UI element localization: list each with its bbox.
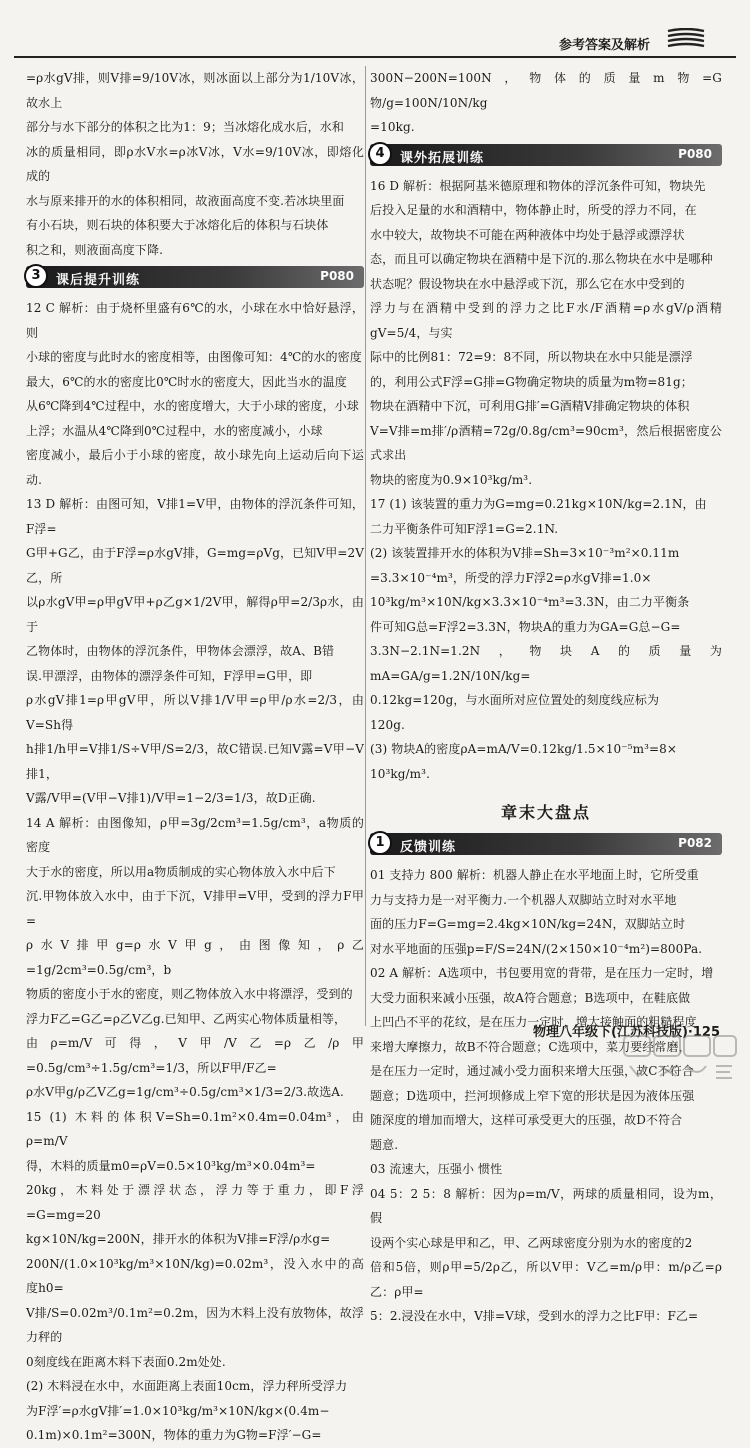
text-line: 状态呢？假设物块在水中悬浮或下沉，那么它在水中受到的 bbox=[370, 276, 685, 291]
text-line: =3.3×10⁻⁴m³，所受的浮力F浮2=ρ水gV排=1.0× bbox=[370, 570, 652, 585]
text-line: 浮力F乙=G乙=ρ乙V乙g.已知甲、乙两实心物体质量相等， bbox=[26, 1011, 347, 1026]
text-line: 10³kg/m³. bbox=[370, 766, 430, 781]
header-title: 参考答案及解析 bbox=[558, 38, 650, 53]
section-banner-homework bbox=[26, 266, 364, 288]
section-number-badge: 3 bbox=[24, 264, 48, 288]
text-line: =10kg. bbox=[370, 120, 415, 134]
answer-16 bbox=[370, 174, 722, 493]
text-line: 0.1m)×0.1m²=300N，物体的重力为G物=F浮′−G= bbox=[26, 1428, 322, 1442]
text-line: 01 支持力 800 解析：机器人静止在水平地面上时，它所受重 bbox=[370, 868, 699, 882]
text-line: (3) 物块A的密度ρA=mA/V=0.12kg/1.5×10⁻⁵m³=8× bbox=[370, 742, 678, 756]
text-line: 后投入足量的水和酒精中，物体静止时，所受的浮力不同，在 bbox=[370, 203, 697, 217]
text-line: ρ水V甲g/ρ乙V乙g=1g/cm³÷0.5g/cm³×1/3=2/3.故选A. bbox=[26, 1085, 344, 1099]
text-line: 态，而且可以确定物块在酒精中是下沉的.那么物块在水中是哪种 bbox=[370, 252, 713, 266]
text-line: 是在压力一定时，通过减小受力面积来增大压强，故C不符合 bbox=[370, 1064, 694, 1078]
section-banner-extension bbox=[370, 144, 722, 166]
text-line: 15 (1) 木料的体积V=Sh=0.1m²×0.4m=0.04m³，由ρ=m/V bbox=[26, 1109, 364, 1148]
text-line: 04 5：2 5：8 解析：因为ρ=m/V，两球的质量相同，设为m，假 bbox=[370, 1186, 722, 1225]
text-line: 倍和5倍，则ρ甲=5/2ρ乙，所以V甲：V乙=m/ρ甲：m/ρ乙=ρ乙：ρ甲= bbox=[370, 1260, 722, 1299]
text-line: =ρ水gV排，则V排=9/10V冰，则冰面以上部分为1/10V冰，故水上 bbox=[26, 71, 364, 110]
chapter-heading: 章末大盘点 bbox=[500, 803, 591, 822]
text-line: G甲+G乙，由于F浮=ρ水gV排，G=mg=ρVg，已知V甲=2V乙，所 bbox=[26, 546, 364, 585]
text-line: 水中较大，故物块不可能在两种液体中均处于悬浮或漂浮状 bbox=[370, 227, 685, 242]
text-line: 部分与水下部分的体积之比为1：9；当冰熔化成水后，水和 bbox=[26, 120, 344, 134]
text-line: 由ρ=m/V可得，V甲/V乙=ρ乙/ρ甲=0.5g/cm³÷1.5g/cm³=1/3，所以F甲/F乙= bbox=[26, 1036, 364, 1075]
text-line: 14 A 解析：由图像知，ρ甲=3g/2cm³=1.5g/cm³，a物质的密度 bbox=[26, 815, 364, 854]
section-number-badge: 4 bbox=[368, 142, 392, 166]
text-line: V=V排=m排′/ρ酒精=72g/0.8g/cm³=90cm³，然后根据密度公式求出 bbox=[370, 423, 722, 462]
stripes-logo-icon bbox=[666, 28, 706, 48]
text-line: 大受力面积来减小压强，故A符合题意；B选项中，在鞋底做 bbox=[370, 990, 691, 1005]
text-line: 随深度的增加而增大，这样可承受更大的压强，故D不符合 bbox=[370, 1113, 683, 1127]
answers-block-12-15 bbox=[26, 296, 364, 1448]
text-line: 乙物体时，由物体的浮沉条件，甲物体会漂浮，故A、B错 bbox=[26, 644, 335, 658]
text-line: kg×10N/kg=200N，排开水的体积为V排=F浮/ρ水g= bbox=[26, 1232, 331, 1246]
feedback-answers bbox=[370, 863, 722, 1329]
text-line: 得，木料的质量m0=ρV=0.5×10³kg/m³×0.04m³= bbox=[26, 1158, 316, 1173]
text-line: 题意. bbox=[370, 1137, 399, 1152]
text-line: V露/V甲=(V甲−V排1)/V甲=1−2/3=1/3，故D正确. bbox=[26, 791, 316, 805]
text-line: h排1/h甲=V排1/S÷V甲/S=2/3，故C错误.已知V露=V甲−V排1， bbox=[26, 742, 364, 781]
text-line: 0刻度线在距离木料下表面0.2m处处. bbox=[26, 1354, 226, 1369]
text-line: 17 (1) 该装置的重力为G=mg=0.21kg×10N/kg=2.1N，由 bbox=[370, 497, 707, 511]
text-line: 200N/(1.0×10³kg/m³×10N/kg)=0.02m³，没入水中的高度h0= bbox=[26, 1256, 364, 1295]
text-line: 积之和，则液面高度下降. bbox=[26, 242, 164, 257]
continued-text-block bbox=[370, 66, 722, 140]
text-line: 5：2.浸没在水中，V排=V球，受到水的浮力之比F甲：F乙= bbox=[370, 1309, 699, 1323]
text-line: 以ρ水gV甲=ρ甲gV甲+ρ乙g×1/2V甲，解得ρ甲=2/3ρ水，由于 bbox=[26, 595, 364, 634]
text-line: 为F浮′=ρ水gV排′=1.0×10³kg/m³×10N/kg×(0.4m− bbox=[26, 1403, 330, 1418]
text-line: 误.甲漂浮，由物体的漂浮条件可知，F浮甲=G甲，即 bbox=[26, 668, 313, 683]
column-divider bbox=[365, 66, 366, 1026]
text-line: (2) 该装置排开水的体积为V排=Sh=3×10⁻³m²×0.11m bbox=[370, 546, 680, 560]
text-line: 13 D 解析：由图可知，V排1=V甲，由物体的浮沉条件可知，F浮= bbox=[26, 497, 364, 536]
text-line: 10³kg/m³×10N/kg×3.3×10⁻⁴m³=3.3N，由二力平衡条 bbox=[370, 595, 690, 609]
section-banner-feedback bbox=[370, 833, 722, 855]
text-line: 12 C 解析：由于烧杯里盛有6℃的水，小球在水中恰好悬浮，则 bbox=[26, 301, 364, 340]
page-footer: 物理八年级下(江苏科技版)·125 bbox=[533, 1025, 720, 1040]
text-line: 面的压力F=G=mg=2.4kg×10N/kg=24N，双脚站立时 bbox=[370, 917, 686, 931]
mxqe-watermark-icon bbox=[620, 1032, 740, 1080]
text-line: 3.3N−2.1N=1.2N，物块A的质量为mA=GA/g=1.2N/10N/kg= bbox=[370, 644, 722, 683]
text-line: 浮力与在酒精中受到的浮力之比F水/F酒精=ρ水gV/ρ酒精gV=5/4，与实 bbox=[370, 301, 722, 340]
text-line: 从6℃降到4℃过程中，水的密度增大，大于小球的密度，小球 bbox=[26, 399, 359, 413]
text-line: V排/S=0.02m³/0.1m²=0.2m，因为木料上没有放物体，故浮力秤的 bbox=[26, 1305, 364, 1344]
text-line: 的，利用公式F浮=G排=G物确定物块的质量为m物=81g； bbox=[370, 374, 693, 389]
text-line: 16 D 解析：根据阿基米德原理和物体的浮沉条件可知，物块先 bbox=[370, 178, 706, 193]
text-line: 120g. bbox=[370, 717, 405, 732]
section-title: 反馈训练 bbox=[400, 840, 457, 855]
right-column bbox=[370, 66, 722, 1329]
text-line: 对水平地面的压强p=F/S=24N/(2×150×10⁻⁴m²)=800Pa. bbox=[370, 941, 703, 956]
section-page-ref: P080 bbox=[320, 269, 354, 283]
text-line: (2) 木料浸在水中，水面距离上表面10cm，浮力秤所受浮力 bbox=[26, 1379, 348, 1393]
text-line: ρ水V排甲g=ρ水V甲g，由图像知，ρ乙=1g/2cm³=0.5g/cm³，b bbox=[26, 938, 364, 977]
answer-17 bbox=[370, 492, 722, 786]
text-line: 题意；D选项中，拦河坝修成上窄下宽的形状是因为液体压强 bbox=[370, 1088, 695, 1103]
text-line: 小球的密度与此时水的密度相等，由图像可知：4℃的水的密度 bbox=[26, 350, 362, 364]
text-line: 20kg，木料处于漂浮状态，浮力等于重力，即F浮=G=mg=20 bbox=[26, 1183, 364, 1222]
section-page-ref: P080 bbox=[678, 146, 712, 161]
section-number-badge: 1 bbox=[368, 831, 392, 855]
text-line: 物质的密度小于水的密度，则乙物体放入水中将漂浮，受到的 bbox=[26, 987, 353, 1001]
left-column bbox=[26, 66, 364, 1448]
text-line: 上浮；水温从4℃降到0℃过程中，水的密度减小，小球 bbox=[26, 423, 323, 438]
section-title: 课外拓展训练 bbox=[400, 150, 485, 166]
text-line: 来增大摩擦力，故B不符合题意；C选项中，菜刀要经常磨， bbox=[370, 1039, 691, 1054]
text-line: 上凹凸不平的花纹，是在压力一定时，增大接触面的粗糙程度 bbox=[370, 1015, 697, 1029]
text-line: 设两个实心球是甲和乙，甲、乙两球密度分别为水的密度的2 bbox=[370, 1235, 693, 1250]
text-line: 大于水的密度，所以用a物质制成的实心物体放入水中后下 bbox=[26, 864, 336, 879]
text-line: 冰的质量相同，即ρ水V水=ρ冰V冰，V水=9/10V冰，即熔化成的 bbox=[26, 144, 364, 183]
text-line: 力与支持力是一对平衡力.一个机器人双脚站立时对水平地 bbox=[370, 892, 677, 907]
text-line: ρ水gV排1=ρ甲gV甲，所以V排1/V甲=ρ甲/ρ水=2/3，由V=Sh得 bbox=[26, 693, 364, 732]
text-line: 件可知G总=F浮2=3.3N，物块A的重力为GA=G总−G= bbox=[370, 619, 681, 634]
text-line: 际中的比例81：72=9：8不同，所以物块在水中只能是漂浮 bbox=[370, 350, 693, 364]
section-page-ref: P082 bbox=[678, 836, 712, 850]
text-line: 物块在酒精中下沉，可利用G排′=G酒精V排确定物块的体积 bbox=[370, 399, 690, 413]
page-header bbox=[0, 0, 750, 60]
text-line: 密度减小，最后小于小球的密度，故小球先向上运动后向下运动. bbox=[26, 448, 364, 487]
header-rule bbox=[14, 56, 736, 58]
text-line: 02 A 解析：A选项中，书包要用宽的背带，是在压力一定时，增 bbox=[370, 966, 714, 980]
text-line: 水与原来排开的水的体积相同，故液面高度不变.若冰块里面 bbox=[26, 193, 345, 208]
text-line: 最大，6℃的水的密度比0℃时水的密度大，因此当水的温度 bbox=[26, 374, 347, 389]
text-line: 300N−200N=100N，物体的质量m物=G物/g=100N/10N/kg bbox=[370, 71, 722, 110]
text-line: 03 流速大，压强小 惯性 bbox=[370, 1162, 503, 1176]
section-title: 课后提升训练 bbox=[56, 273, 141, 288]
text-line: 0.12kg=120g，与水面所对应位置处的刻度线应标为 bbox=[370, 693, 660, 707]
text-line: 有小石块，则石块的体积要大于冰熔化后的体积与石块体 bbox=[26, 218, 329, 232]
text-line: 二力平衡条件可知F浮1=G=2.1N. bbox=[370, 521, 559, 536]
continued-text-block bbox=[26, 66, 364, 262]
text-line: 沉.甲物体放入水中，由于下沉，V排甲=V甲，受到的浮力F甲= bbox=[26, 889, 364, 928]
text-line: 物块的密度为0.9×10³kg/m³. bbox=[370, 472, 533, 487]
